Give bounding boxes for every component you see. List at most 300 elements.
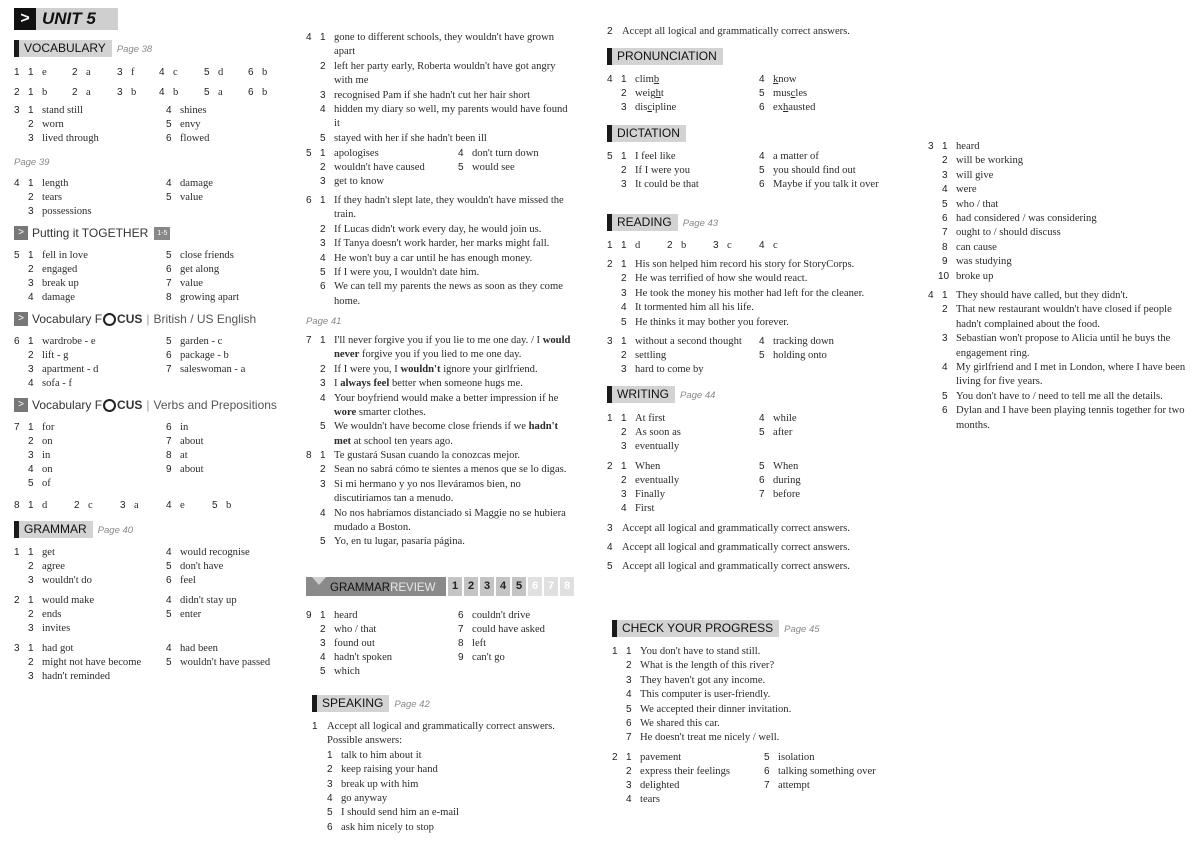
answer: c	[773, 240, 778, 251]
answer: a	[86, 87, 91, 98]
answer: delighted	[640, 780, 680, 791]
unit-title: UNIT 5	[36, 8, 118, 30]
answer: d	[635, 240, 641, 251]
separator: |	[146, 312, 150, 326]
answer: At first	[635, 413, 666, 424]
list-item: 6 Dylan and I have been playing tennis together for two months.	[942, 405, 1185, 431]
answer: b	[42, 87, 48, 98]
list-item: 4 My girlfriend and I met in London, where I have been living for five years.	[942, 362, 1186, 388]
answer: about	[180, 464, 204, 475]
exercise-number: 1	[607, 240, 613, 251]
answer: b	[262, 87, 268, 98]
item-number: 3	[713, 240, 719, 251]
answer: c	[88, 500, 93, 511]
list-item: 3 If Tanya doesn't work harder, her marks might fall.	[320, 238, 550, 250]
exercise-number: 3	[14, 643, 20, 654]
answer: eventually	[635, 475, 680, 486]
answer: lift - g	[42, 350, 69, 361]
list-item: 1 I'll never forgive you if you lie to me one day. / I would never forgive you if you lied to me one day.	[320, 335, 571, 361]
speaking-ex2	[607, 25, 907, 39]
answer: left	[472, 638, 487, 649]
list-item: 5 who / that	[942, 198, 999, 210]
answer: a matter of	[773, 151, 819, 162]
answer: worn	[42, 119, 64, 130]
list-item: 1 Te gustará Susan cuando la conozcas mejor.	[320, 450, 521, 461]
cyp-ex1	[612, 645, 912, 746]
answer: hard to come by	[635, 364, 704, 375]
answer: settling	[635, 350, 667, 361]
answer: garden - c	[180, 336, 223, 347]
list-item: 4 go anyway	[327, 793, 388, 805]
section-title: DICTATION	[607, 125, 686, 142]
answer: First	[635, 503, 655, 514]
page-ref: Page 41	[306, 316, 342, 327]
list-item: 5 If I were you, I wouldn't date him.	[320, 267, 480, 279]
pit-ex5: 5 1 fell in love 2 engaged 3 break up 4 damage 5 close friends 6 get along 7 value 8 growing apart	[14, 249, 284, 307]
list-item: 2 keep raising your hand	[327, 764, 438, 776]
answer: before	[773, 489, 801, 500]
exercise-number: 4	[607, 74, 613, 85]
exercise-number: 5	[14, 250, 20, 261]
check-your-progress-heading	[612, 620, 820, 637]
item-number: 2	[72, 87, 78, 98]
answer: isolation	[778, 752, 815, 763]
answer: When	[773, 461, 799, 472]
answer: heard	[334, 610, 358, 621]
answer: b	[681, 240, 687, 251]
answer: close friends	[180, 250, 234, 261]
vocab-ex4: 4 1 length 2 tears 3 possessions 4 damage 5 value	[14, 177, 284, 221]
exercise-number: 5	[607, 561, 613, 572]
separator: |	[146, 398, 150, 412]
item-number: 1	[621, 240, 627, 251]
instruction-text: Accept all logical and grammatically correct answers.	[622, 542, 850, 553]
vf1-ex6: 6 1 wardrobe - e 2 lift - g 3 apartment - d 4 sofa - f 5 garden - c 6 package - b 7 saleswoman - a	[14, 335, 284, 393]
item-number: 4	[159, 67, 165, 78]
exercise-number: 2	[612, 752, 618, 763]
answer: shines	[180, 105, 207, 116]
answer: talking something over	[778, 766, 876, 777]
reading-ex1	[607, 239, 907, 253]
section-title: CHECK YOUR PROGRESS	[612, 620, 779, 637]
vf2-ex7: 7 1 for 2 on 3 in 4 on 5 of 6 in 7 about 8 at 9 about	[14, 421, 284, 493]
answer: Finally	[635, 489, 666, 500]
answer: get along	[180, 264, 220, 275]
list-item: 6 ask him nicely to stop	[327, 821, 434, 833]
unit-number: 6	[528, 577, 542, 596]
answer: wouldn't do	[42, 575, 92, 586]
list-item: 9 was studying	[942, 256, 1012, 268]
dictation-ex5: 5 1 I feel like 2 If I were you 3 It could be that 4 a matter of 5 you should find out 6 Maybe if you talk it over	[607, 150, 907, 208]
unit-number: 4	[496, 577, 510, 596]
writing-ex3	[607, 522, 907, 536]
unit-number: 5	[512, 577, 526, 596]
answer: didn't stay up	[180, 595, 237, 606]
answer: It could be that	[635, 179, 699, 190]
subsection-title: Vocabulary F	[32, 312, 103, 326]
answer: in	[42, 450, 51, 461]
list-item: 2 That new restaurant wouldn't have closed if people hadn't complained about the food.	[942, 304, 1172, 330]
list-item: 3 They haven't got any income.	[626, 674, 766, 686]
answer: damage	[42, 292, 75, 303]
item-number: 5	[204, 87, 210, 98]
answer: apologises	[334, 148, 379, 159]
grammar-review-banner	[306, 577, 574, 596]
list-item: 5 We accepted their dinner invitation.	[626, 703, 792, 715]
answer: might not have become	[42, 657, 142, 668]
unit-number: 7	[544, 577, 558, 596]
answer: would make	[42, 595, 95, 606]
answer: muscles	[773, 88, 808, 99]
instruction-text: Accept all logical and grammatically correct answers.	[622, 26, 850, 37]
answer: agree	[42, 561, 65, 572]
answer: climb	[635, 74, 660, 85]
answer: weight	[635, 88, 664, 99]
exercise-number: 2	[14, 595, 20, 606]
instruction-text: Accept all logical and grammatically correct answers.	[327, 721, 555, 732]
grammar-ex2: 2 1 would make 2 ends 3 invites 4 didn't stay up 5 enter	[14, 594, 284, 638]
grammar-review-label: GRAMMAR REVIEW	[306, 577, 446, 596]
list-item: 8 can cause	[942, 241, 997, 253]
arrow-icon: >	[14, 398, 28, 412]
item-number: 3	[117, 87, 123, 98]
reading-ex3: 3 1 without a second thought 2 settling 3 hard to come by 4 tracking down 5 holding onto	[607, 335, 907, 379]
list-item: 2 What is the length of this river?	[626, 660, 775, 672]
answer: d	[42, 500, 48, 511]
item-number: 3	[120, 500, 126, 511]
answer: If I were you	[635, 165, 691, 176]
answer: apartment - d	[42, 364, 99, 375]
cyp-ex2: 2 1 pavement 2 express their feelings 3 delighted 4 tears 5 isolation 6 talking something over 7 attempt	[612, 751, 912, 809]
answer: tracking down	[773, 336, 834, 347]
vocab-focus-heading-2	[14, 398, 277, 412]
subsection-title-end: CUS	[117, 398, 143, 412]
answer: at	[180, 450, 188, 461]
answer: in	[180, 422, 189, 433]
item-number: 5	[204, 67, 210, 78]
section-title: PRONUNCIATION	[607, 48, 723, 65]
vocab-ex1	[14, 66, 284, 100]
item-number: 2	[74, 500, 80, 511]
answer: c	[173, 67, 178, 78]
answer: hadn't spoken	[334, 652, 393, 663]
answer: found out	[334, 638, 375, 649]
exercise-number: 2	[14, 87, 20, 98]
focus-o-icon	[103, 313, 116, 326]
answer: pavement	[640, 752, 682, 763]
list-item: 1 They should have called, but they didn't.	[942, 290, 1128, 301]
item-number: 5	[212, 500, 218, 511]
answer: invites	[42, 623, 71, 634]
answer: had got	[42, 643, 74, 654]
answer: envy	[180, 119, 201, 130]
answer: fell in love	[42, 250, 88, 261]
answer: eventually	[635, 441, 680, 452]
answer: I feel like	[635, 151, 676, 162]
list-item: 2 He was terrified of how she would react.	[621, 273, 808, 285]
item-number: 3	[117, 67, 123, 78]
answer: without a second thought	[635, 336, 742, 347]
writing-ex2: 2 1 When 2 eventually 3 Finally 4 First 5 When 6 during 7 before	[607, 460, 907, 518]
list-item: 3 will give	[942, 169, 994, 181]
unit-number: 2	[464, 577, 478, 596]
exercise-number: 9	[306, 610, 312, 621]
answer: for	[42, 422, 55, 433]
subsection-title-end: CUS	[117, 312, 143, 326]
answer: possessions	[42, 206, 92, 217]
answer: b	[131, 87, 137, 98]
answer: e	[180, 500, 185, 511]
list-item: 2 left her party early, Roberta wouldn't have got angry with me	[320, 60, 556, 87]
answer: could have asked	[472, 624, 545, 635]
list-item: 5 I should send him an e-mail	[327, 807, 459, 819]
answer: flowed	[180, 133, 210, 144]
page-ref: Page 40	[97, 525, 134, 536]
exercise-number: 7	[306, 335, 312, 346]
list-item: 5 You don't have to / need to tell me all the details.	[942, 390, 1163, 402]
answer: engaged	[42, 264, 78, 275]
section-title: WRITING	[607, 386, 675, 403]
answer: damage	[180, 178, 213, 189]
vocab-focus-heading-1	[14, 312, 256, 326]
item-number: 4	[166, 500, 172, 511]
answer: don't have	[180, 561, 224, 572]
answer: had been	[180, 643, 218, 654]
list-item: 5 He thinks it may bother you forever.	[621, 316, 789, 328]
list-item: 2 If Lucas didn't work every day, he would join us.	[320, 223, 542, 235]
speaking-ex1	[312, 720, 580, 835]
answer: growing apart	[180, 292, 240, 303]
exercise-number: 2	[607, 461, 613, 472]
list-item: 7 He doesn't treat me nicely / well.	[626, 732, 780, 744]
list-item: 3 Sebastian won't propose to Alicia until he buys the engagement ring.	[942, 333, 1171, 359]
subsection-topic: British / US English	[153, 312, 257, 326]
item-number: 2	[72, 67, 78, 78]
answer: sofa - f	[42, 378, 73, 389]
exercise-number: 8	[306, 450, 312, 461]
exercise-number: 2	[607, 259, 613, 270]
pronunciation-ex4: 4 1 climb 2 weight 3 discipline 4 know 5 muscles 6 exhausted	[607, 73, 907, 117]
vf2-ex8	[14, 499, 284, 513]
writing-ex5	[607, 560, 907, 574]
subsection-topic: Verbs and Prepositions	[153, 398, 277, 412]
answer: enter	[180, 609, 202, 620]
answer: hadn't reminded	[42, 671, 111, 682]
answer: don't turn down	[472, 148, 539, 159]
cyp-ex3	[928, 140, 1190, 284]
list-item: 4 hidden my diary so well, my parents would have found it	[320, 104, 568, 130]
list-item: 4 It tormented him all his life.	[621, 302, 754, 314]
answer: wouldn't have caused	[334, 162, 425, 173]
answer: know	[773, 74, 797, 85]
exercise-number: 1	[14, 547, 20, 558]
answer: which	[334, 666, 360, 677]
grammar-ex7	[306, 334, 574, 449]
answer: during	[773, 475, 801, 486]
answer: package - b	[180, 350, 229, 361]
answer: Maybe if you talk it over	[773, 179, 879, 190]
exercise-number: 4	[928, 290, 934, 301]
answer: you should find out	[773, 165, 856, 176]
grammar-ex8	[306, 449, 574, 550]
answer: discipline	[635, 102, 677, 113]
list-item: 4 were	[942, 184, 977, 196]
answer: b	[173, 87, 179, 98]
answer: c	[727, 240, 732, 251]
unit-number: 8	[560, 577, 574, 596]
writing-ex4	[607, 541, 907, 555]
vocab-ex3: 3 1 stand still 2 worn 3 lived through 4 shines 5 envy 6 flowed	[14, 104, 284, 148]
focus-o-icon	[103, 399, 116, 412]
answer: who / that	[334, 624, 377, 635]
answer: exhausted	[773, 102, 816, 113]
answer: tears	[42, 192, 62, 203]
answer: express their feelings	[640, 766, 731, 777]
answer: couldn't drive	[472, 610, 531, 621]
vocabulary-heading	[14, 40, 152, 57]
list-item: 7 ought to / should discuss	[942, 227, 1061, 239]
grammar-ex5: 5 1 apologises 2 wouldn't have caused 3 get to know 4 don't turn down 5 would see	[306, 147, 574, 191]
answer: a	[218, 87, 223, 98]
reading-heading	[607, 214, 718, 231]
grammar-heading	[14, 521, 133, 538]
answer: feel	[180, 575, 196, 586]
exercise-number: 4	[306, 32, 312, 43]
list-item: 10 broke up	[938, 270, 994, 282]
grammar-ex4	[306, 31, 574, 146]
list-item: 6 had considered / was considering	[942, 213, 1097, 225]
list-item: 1 heard	[942, 141, 980, 152]
exercise-number: 2	[607, 26, 613, 37]
exercise-number: 3	[14, 105, 20, 116]
page-ref: Page 38	[116, 44, 153, 55]
answer: lived through	[42, 133, 99, 144]
answer: while	[773, 413, 797, 424]
exercise-number: 3	[607, 336, 613, 347]
exercise-number: 4	[14, 178, 20, 189]
subsection-title: Vocabulary F	[32, 398, 103, 412]
list-item: 6 We can tell my parents the news as soon as they come home.	[320, 281, 563, 307]
writing-heading	[607, 386, 715, 403]
cyp-ex4	[928, 289, 1190, 433]
grammar-ex3: 3 1 had got 2 might not have become 3 hadn't reminded 4 had been 5 wouldn't have passed	[14, 642, 284, 686]
page-ref: Page 43	[682, 218, 719, 229]
exercise-number: 5	[607, 151, 613, 162]
unit-number: 1	[448, 577, 462, 596]
item-number: 4	[759, 240, 765, 251]
answer: attempt	[778, 780, 810, 791]
grammar-ex1: 1 1 get 2 agree 3 wouldn't do 4 would recognise 5 don't have 6 feel	[14, 546, 284, 590]
answer: ends	[42, 609, 62, 620]
list-item: 3 recognised Pam if she hadn't cut her hair short	[320, 89, 531, 101]
arrow-icon: >	[14, 312, 28, 326]
list-item: 6 We shared this car.	[626, 718, 720, 730]
list-item: 1 His son helped him record his story for StoryCorps.	[621, 259, 855, 270]
list-item: 4 No nos habríamos distanciado si Maggie no se hubiera mudado a Boston.	[320, 507, 566, 534]
unit-header	[14, 8, 118, 30]
pronunciation-heading	[607, 48, 723, 65]
review-unit-numbers	[448, 577, 574, 596]
banner-notch-icon	[312, 577, 326, 585]
list-item: 3 break up with him	[327, 778, 419, 790]
list-item: 2 If I were you, I wouldn't ignore your girlfriend.	[320, 363, 538, 375]
list-item: 2 Sean no sabrá cómo te sientes a menos que se lo digas.	[320, 464, 567, 476]
section-title: READING	[607, 214, 678, 231]
list-item: 4 He won't buy a car until he has enough money.	[320, 252, 533, 264]
section-title: SPEAKING	[312, 695, 389, 712]
list-item: 3 He took the money his mother had left for the cleaner.	[621, 287, 865, 299]
exercise-number: 4	[607, 542, 613, 553]
answer: value	[180, 278, 203, 289]
exercise-number: 3	[928, 141, 934, 152]
answer: As soon as	[635, 427, 681, 438]
answer: stand still	[42, 105, 83, 116]
answer: tears	[640, 794, 660, 805]
item-number: 4	[159, 87, 165, 98]
list-item: 5 stayed with her if she hadn't been ill	[320, 132, 487, 144]
answer: length	[42, 178, 69, 189]
item-number: 6	[248, 67, 254, 78]
section-title: GRAMMAR	[14, 521, 93, 538]
item-number: 2	[667, 240, 673, 251]
answer: value	[180, 192, 203, 203]
list-item: 5 Yo, en tu lugar, pasaría página.	[320, 536, 465, 548]
answer: about	[180, 436, 204, 447]
exercise-number: 8	[14, 500, 20, 511]
exercise-number: 6	[306, 195, 312, 206]
grammar-ex6	[306, 194, 574, 309]
list-item: 1 talk to him about it	[327, 749, 422, 761]
answer: break up	[42, 278, 79, 289]
list-item: 5 We wouldn't have become close friends if we hadn't met at school ten years ago.	[320, 421, 559, 447]
answer: wardrobe - e	[42, 336, 96, 347]
writing-ex1: 1 1 At first 2 As soon as 3 eventually 4 while 5 after	[607, 412, 907, 456]
answer: would see	[472, 162, 515, 173]
answer: after	[773, 427, 793, 438]
review-ex9: 9 1 heard 2 who / that 3 found out 4 hadn't spoken 5 which 6 couldn't drive 7 could have asked 8 left 9 can't go	[306, 609, 574, 681]
page-ref: Page 39	[14, 157, 50, 168]
exercise-number: 3	[607, 523, 613, 534]
answer: b	[226, 500, 232, 511]
exercise-number: 1	[612, 646, 618, 657]
list-item: 1 gone to different schools, they wouldn't have grown apart	[320, 32, 555, 58]
arrow-icon: >	[14, 226, 28, 240]
list-item: 3 I always feel better when someone hugs me.	[320, 378, 523, 390]
answer: saleswoman - a	[180, 364, 246, 375]
instruction-text: Possible answers:	[327, 735, 403, 747]
reading-ex2	[607, 258, 907, 330]
answer: would recognise	[180, 547, 250, 558]
answer: get	[42, 547, 55, 558]
subsection-title: Putting it TOGETHER	[32, 226, 149, 240]
answer: a	[86, 67, 91, 78]
answer: a	[134, 500, 139, 511]
exercise-number: 7	[14, 422, 20, 433]
unit-number: 3	[480, 577, 494, 596]
list-item: 4 This computer is user-friendly.	[626, 689, 771, 701]
item-number: 1	[28, 87, 34, 98]
answer: f	[131, 67, 135, 78]
answer: holding onto	[773, 350, 827, 361]
list-item: 3 Si mi hermano y yo nos lleváramos bien, no discutiríamos tan a menudo.	[320, 478, 521, 505]
exercise-number: 1	[14, 67, 20, 78]
list-item: 4 Your boyfriend would make a better impression if he wore smarter clothes.	[320, 392, 559, 419]
answer: wouldn't have passed	[180, 657, 271, 668]
answer: on	[42, 436, 53, 447]
exercise-number: 5	[306, 148, 312, 159]
answer: of	[42, 478, 51, 489]
answer: b	[262, 67, 268, 78]
